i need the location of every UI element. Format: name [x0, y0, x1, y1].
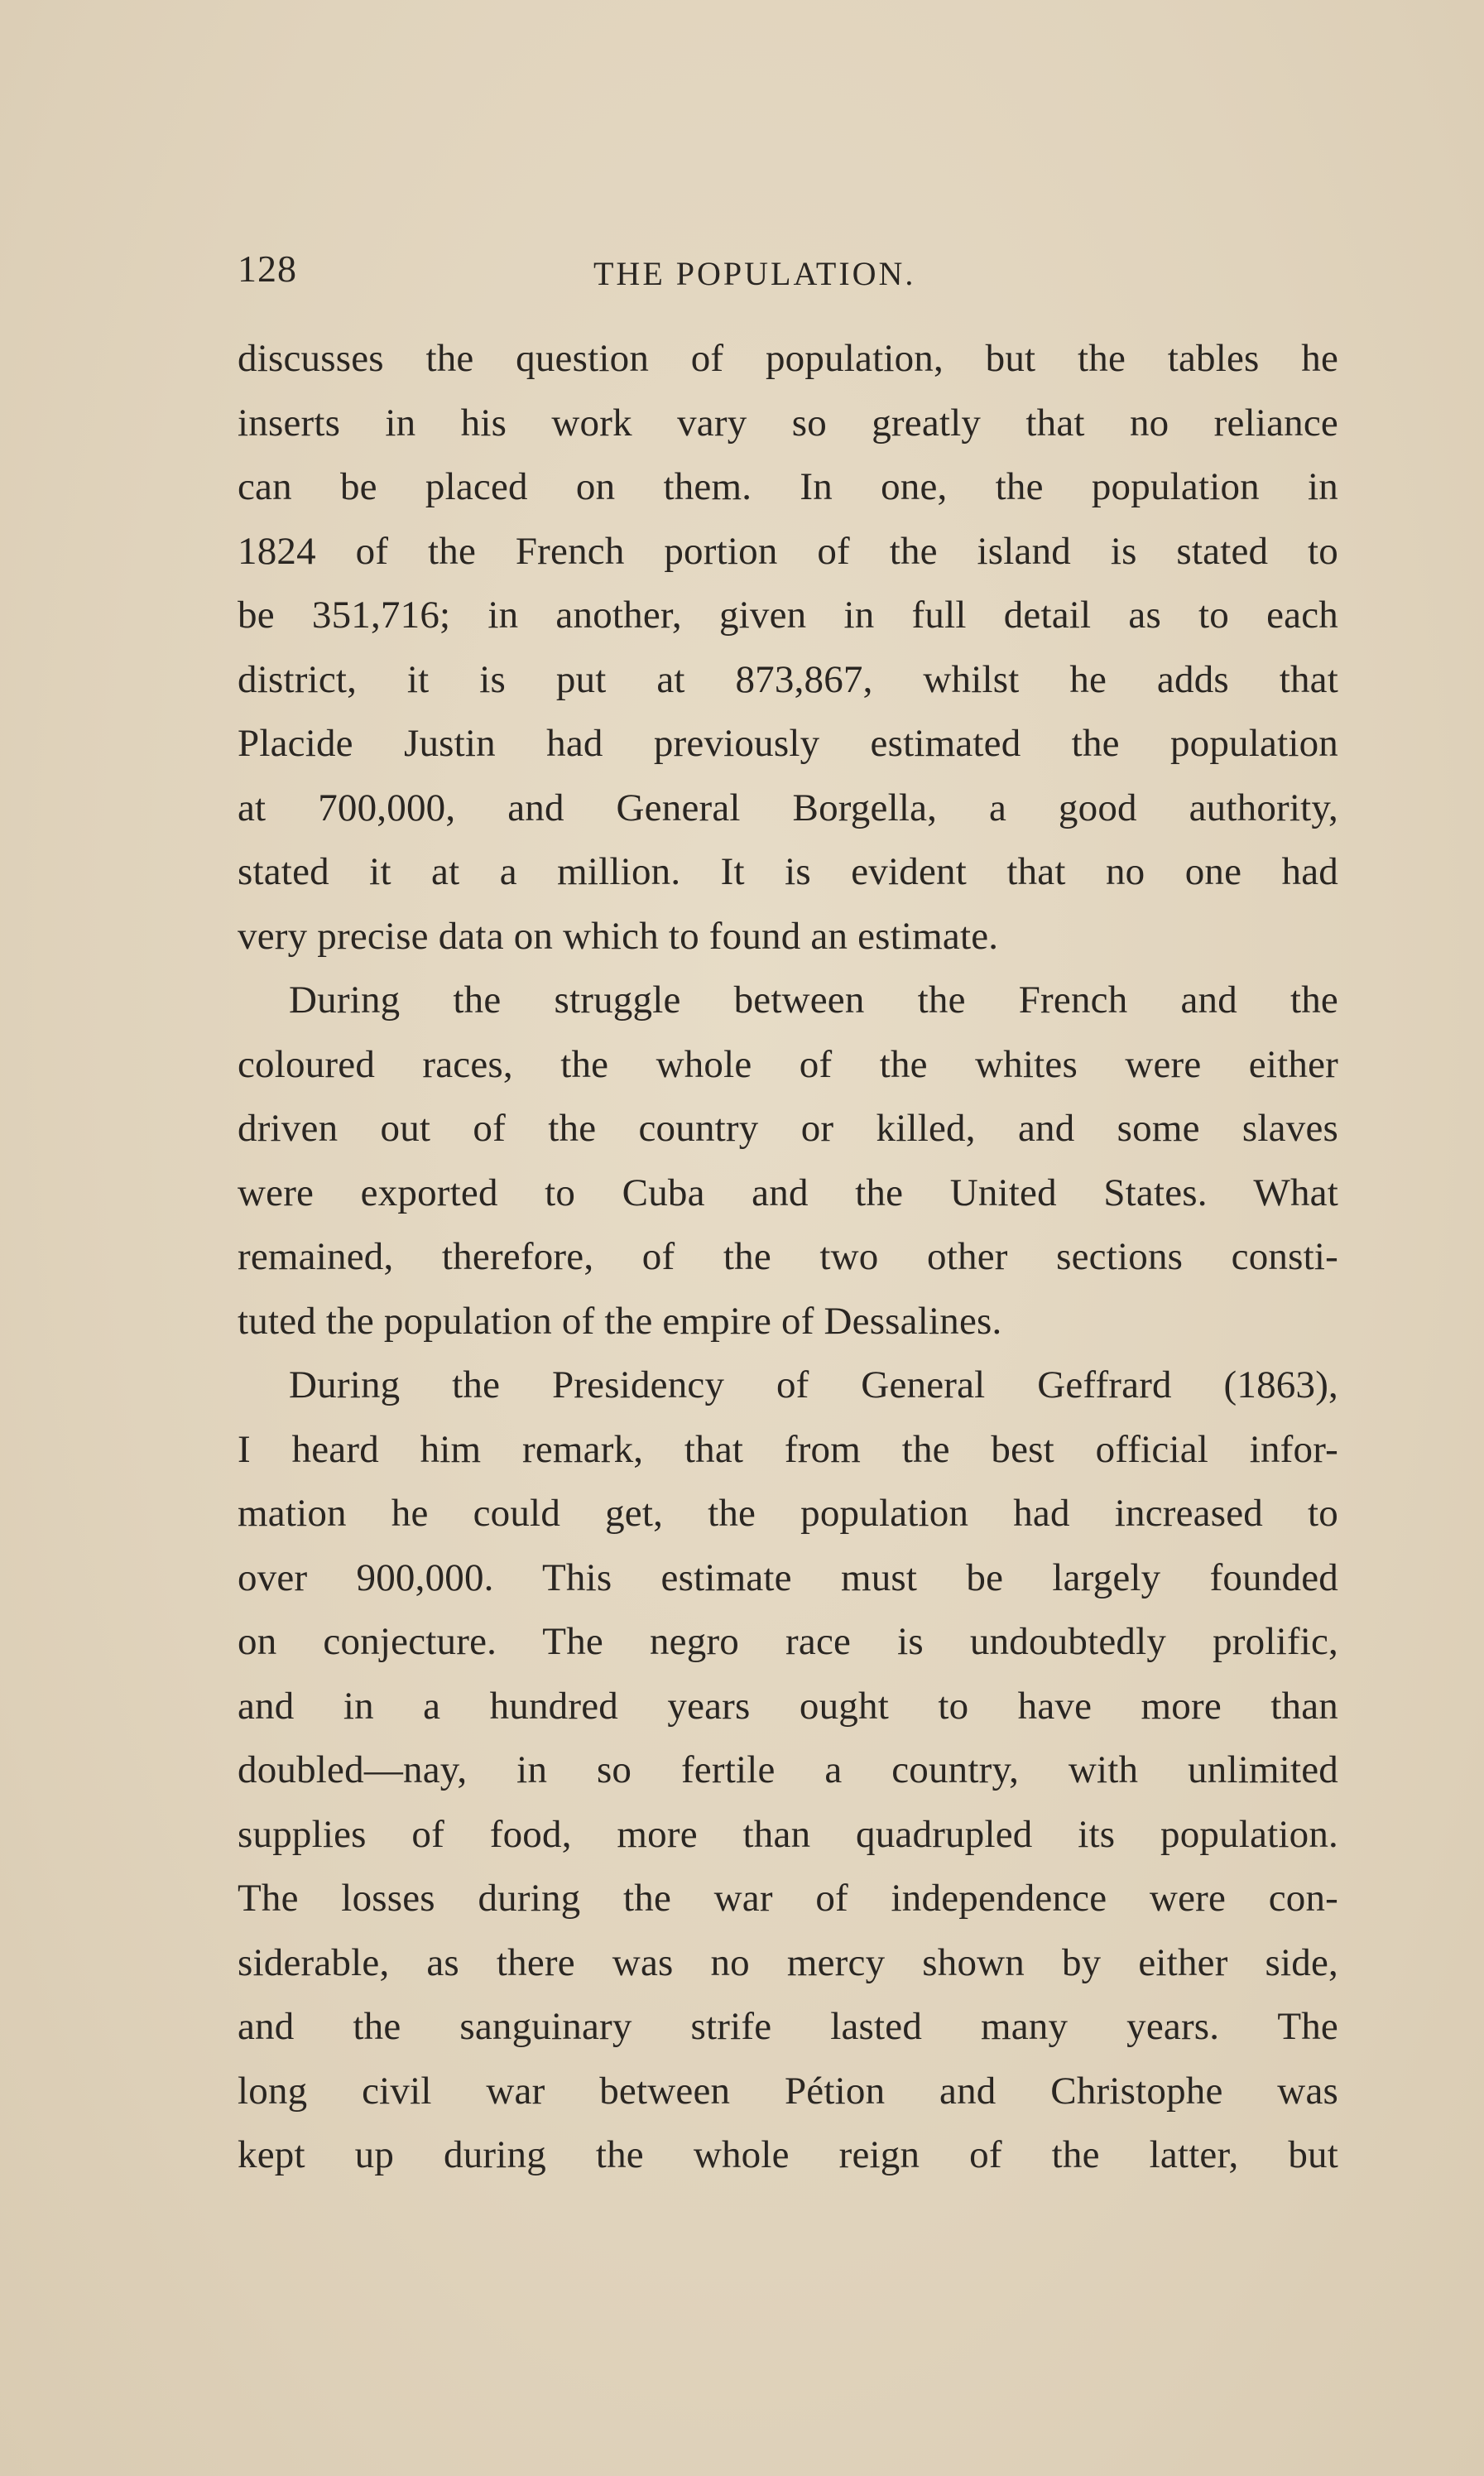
text-line: driven out of the country or killed, and some slaves	[238, 1107, 1338, 1150]
text-line: stated it at a million. It is evident that no one had	[238, 850, 1338, 893]
text-line: district, it is put at 873,867, whilst he adds that	[238, 657, 1338, 701]
text-line: long civil war between Pétion and Christophe was	[238, 2069, 1338, 2113]
paragraph-start-line: During the struggle between the French and the	[289, 978, 1338, 1022]
text-line: tuted the population of the empire of Dessalines.	[238, 1299, 1002, 1343]
text-line: 1824 of the French portion of the island is stated to	[238, 529, 1338, 573]
page-number: 128	[238, 248, 297, 290]
text-line: siderable, as there was no mercy shown by either side,	[238, 1940, 1338, 1984]
text-line: very precise data on which to found an estimate.	[238, 914, 999, 958]
text-line: were exported to Cuba and the United States. What	[238, 1171, 1338, 1214]
text-line: mation he could get, the population had increased to	[238, 1492, 1338, 1535]
running-title: THE POPULATION.	[593, 255, 916, 292]
text-line: The losses during the war of independence were con-	[238, 1877, 1338, 1920]
paragraph-start-line: During the Presidency of General Geffrard (1863),	[289, 1363, 1338, 1406]
text-line: and in a hundred years ought to have more than	[238, 1684, 1338, 1728]
text-line: Placide Justin had previously estimated the population	[238, 722, 1338, 765]
text-line: discusses the question of population, but the tables he	[238, 337, 1338, 380]
body-text	[238, 327, 1338, 2188]
text-line: over 900,000. This estimate must be largely founded	[238, 1555, 1338, 1599]
text-line: doubled—nay, in so fertile a country, with unlimited	[238, 1748, 1338, 1791]
text-line: at 700,000, and General Borgella, a good authority,	[238, 786, 1338, 829]
text-line: can be placed on them. In one, the population in	[238, 465, 1338, 508]
text-line: supplies of food, more than quadrupled its population.	[238, 1812, 1338, 1856]
text-line: coloured races, the whole of the whites were either	[238, 1042, 1338, 1086]
text-line: kept up during the whole reign of the latter, but	[238, 2133, 1338, 2176]
text-line: be 351,716; in another, given in full detail as to each	[238, 594, 1338, 637]
running-head	[238, 240, 1338, 298]
text-line: on conjecture. The negro race is undoubtedly prolific,	[238, 1620, 1338, 1663]
text-line: inserts in his work vary so greatly that no reliance	[238, 401, 1338, 445]
text-line: I heard him remark, that from the best official infor-	[238, 1427, 1338, 1471]
text-line: remained, therefore, of the two other sections consti-	[238, 1235, 1338, 1278]
text-line: and the sanguinary strife lasted many years. The	[238, 2005, 1338, 2048]
